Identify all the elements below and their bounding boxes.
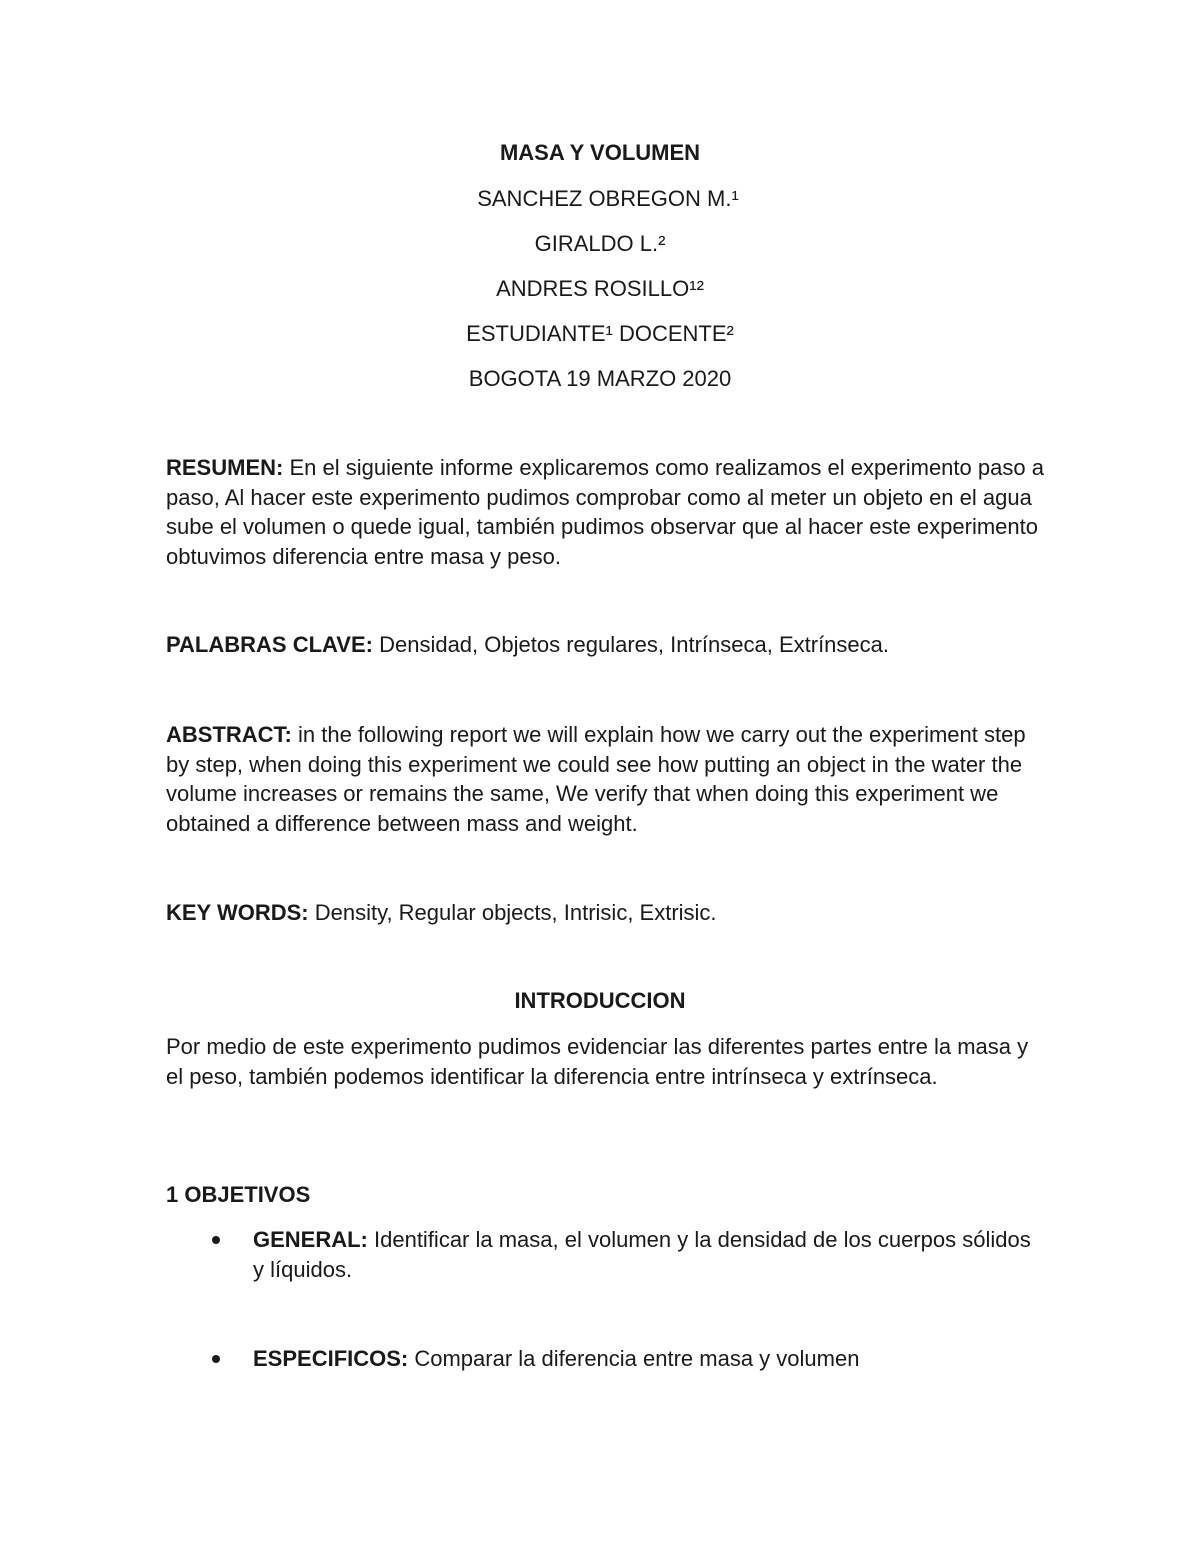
bullet-icon bbox=[212, 1355, 220, 1363]
objetivo-general-item bbox=[253, 1225, 1043, 1284]
key-words-text: Density, Regular objects, Intrisic, Extrisic. bbox=[308, 900, 717, 925]
resumen-paragraph bbox=[166, 453, 1046, 572]
key-words-paragraph bbox=[166, 898, 1046, 928]
introduccion-heading: INTRODUCCION bbox=[514, 988, 686, 1013]
objetivo-general-text: Identificar la masa, el volumen y la densidad de los cuerpos sólidos y líquidos. bbox=[253, 1227, 1031, 1282]
palabras-clave-text: Densidad, Objetos regulares, Intrínseca, Extrínseca. bbox=[372, 632, 890, 657]
abstract-label: ABSTRACT: bbox=[166, 722, 292, 747]
objetivo-especificos-text: Comparar la diferencia entre masa y volumen bbox=[408, 1346, 860, 1371]
resumen-text: En el siguiente informe explicaremos como realizamos el experimento paso a paso, Al hacer este experimento pudimos comprobar como al meter un objeto en el agua sube el volumen o quede igual, también pudimos observar que al hacer este experimento obtuvimos diferencia entre masa y peso. bbox=[166, 455, 1044, 570]
abstract-text: in the following report we will explain how we carry out the experiment step by step, when doing this experiment we could see how putting an object in the water the volume increases or remains the same, We verify that when doing this experiment we obtained a difference between mass and weight. bbox=[166, 722, 1026, 837]
palabras-clave-paragraph bbox=[166, 630, 1046, 660]
location-date-line: BOGOTA 19 MARZO 2020 bbox=[468, 366, 732, 391]
author-line-2: GIRALDO L.² bbox=[534, 231, 666, 256]
objetivos-heading: 1 OBJETIVOS bbox=[166, 1182, 311, 1207]
key-words-label: KEY WORDS: bbox=[166, 900, 309, 925]
palabras-clave-label: PALABRAS CLAVE: bbox=[166, 632, 373, 657]
document-title: MASA Y VOLUMEN bbox=[499, 140, 701, 165]
role-line: ESTUDIANTE¹ DOCENTE² bbox=[466, 321, 734, 346]
author-line-3: ANDRES ROSILLO¹² bbox=[496, 276, 704, 301]
objetivo-especificos-item bbox=[253, 1344, 1043, 1374]
introduccion-paragraph: Por medio de este experimento pudimos evidenciar las diferentes partes entre la masa y el peso, también podemos identificar la diferencia entre intrínseca y extrínseca. bbox=[166, 1034, 1029, 1089]
objetivo-especificos-label: ESPECIFICOS: bbox=[253, 1346, 409, 1371]
objetivo-general-label: GENERAL: bbox=[253, 1227, 368, 1252]
author-line-1: SANCHEZ OBREGON M.¹ bbox=[477, 186, 739, 211]
resumen-label: RESUMEN: bbox=[166, 455, 284, 480]
abstract-paragraph bbox=[166, 720, 1046, 839]
bullet-icon bbox=[212, 1236, 220, 1244]
